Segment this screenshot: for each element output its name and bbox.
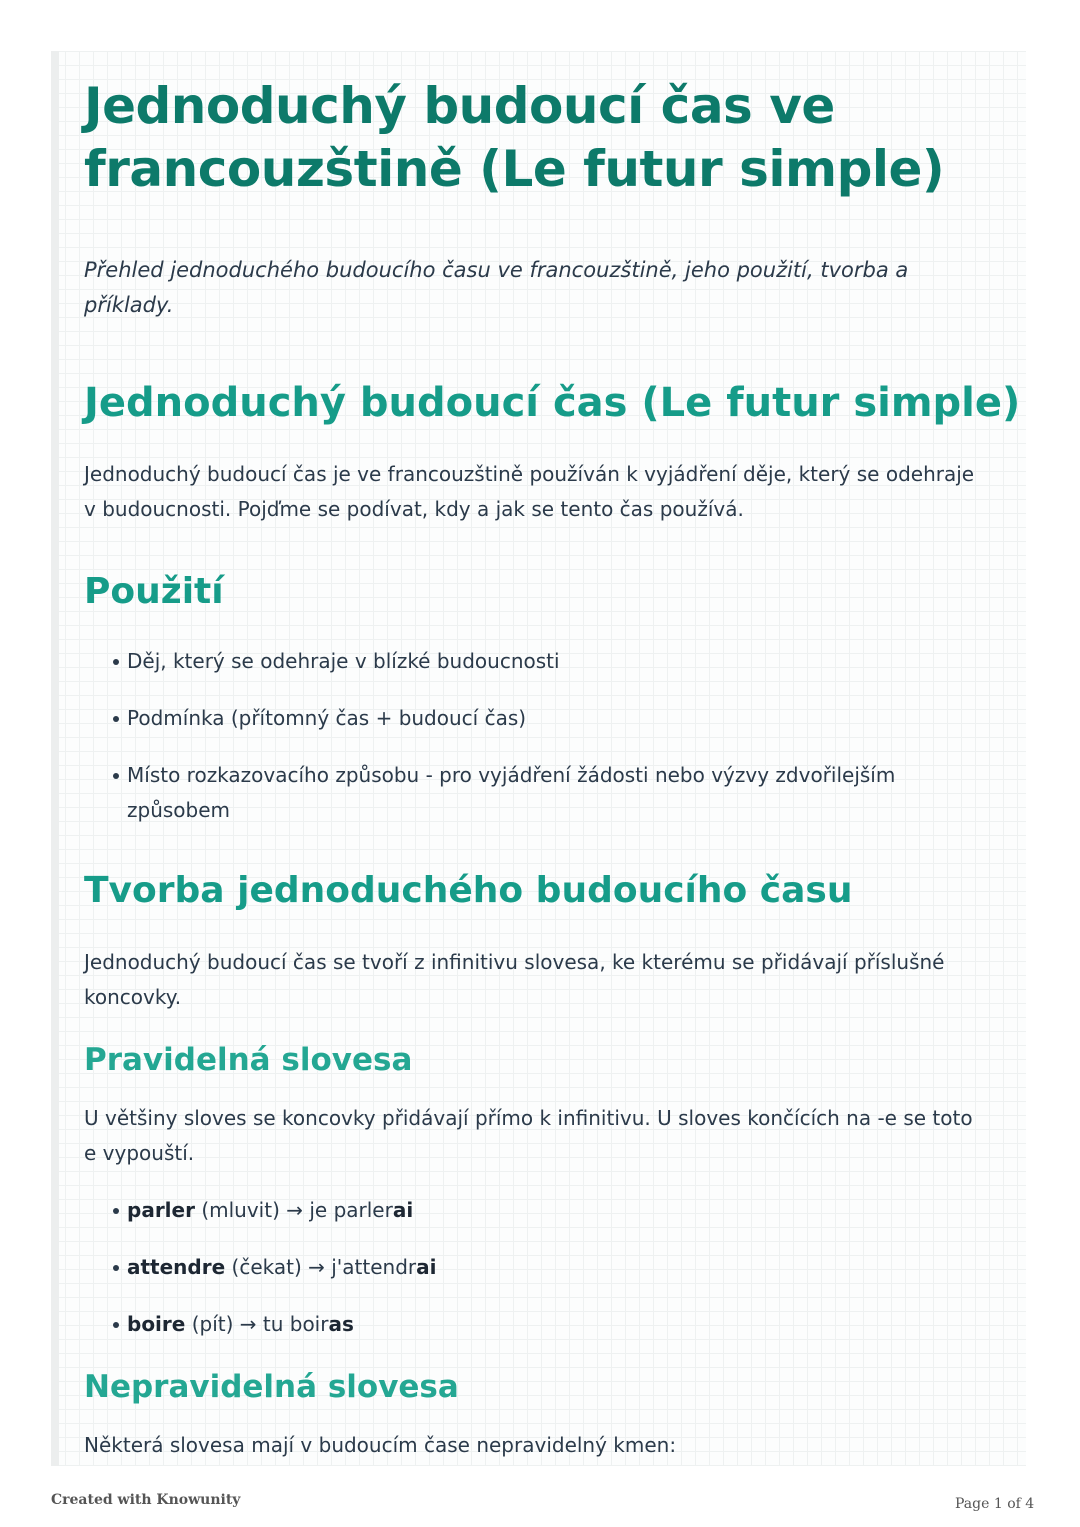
bullet-icon (113, 1322, 119, 1328)
usage-list (84, 644, 984, 850)
list-item: Děj, který se odehraje v blízké budoucnosti (84, 644, 984, 679)
section-heading-futur-simple: Jednoduchý budoucí čas (Le futur simple) (84, 380, 1021, 426)
regular-examples-list (84, 1193, 984, 1364)
list-item: Podmínka (přítomný čas + budoucí čas) (84, 701, 984, 736)
section-heading-formation: Tvorba jednoduchého budoucího času (84, 870, 853, 911)
list-item: boire (pít) → tu boiras (84, 1307, 984, 1342)
list-item: parler (mluvit) → je parlerai (84, 1193, 984, 1228)
document-page (51, 51, 1026, 1466)
bullet-icon (113, 1265, 119, 1271)
bullet-icon (113, 773, 119, 779)
list-item: attendre (čekat) → j'attendrai (84, 1250, 984, 1285)
list-item: Místo rozkazovacího způsobu - pro vyjádření žádosti nebo výzvy zdvořilejším způsobem (84, 758, 984, 828)
page-subtitle: Přehled jednoduchého budoucího času ve francouzštině, jeho použití, tvorba a příklady. (84, 258, 909, 317)
subsection-heading-regular: Pravidelná slovesa (84, 1042, 413, 1078)
bullet-icon (113, 659, 119, 665)
regular-verbs-text: U většiny sloves se koncovky přidávají přímo k infinitivu. U sloves končících na -e se toto e vypouští. (84, 1106, 973, 1165)
page-number: Page 1 of 4 (955, 1496, 1035, 1512)
subsection-heading-irregular: Nepravidelná slovesa (84, 1369, 459, 1405)
footer-credit: Created with Knowunity (51, 1492, 241, 1508)
irregular-verbs-text: Některá slovesa mají v budoucím čase nepravidelný kmen: (84, 1433, 677, 1457)
bullet-icon (113, 1208, 119, 1214)
page-title: Jednoduchý budoucí čas ve francouzštině (Le futur simple) (84, 77, 945, 198)
section-heading-usage: Použití (84, 571, 224, 612)
section-intro-text: Jednoduchý budoucí čas je ve francouzštině používán k vyjádření děje, který se odehraje v budoucnosti. Pojďme se podívat, kdy a jak se tento čas používá. (84, 462, 975, 521)
formation-text: Jednoduchý budoucí čas se tvoří z infinitivu slovesa, ke kterému se přidávají příslušné koncovky. (84, 950, 945, 1009)
bullet-icon (113, 716, 119, 722)
